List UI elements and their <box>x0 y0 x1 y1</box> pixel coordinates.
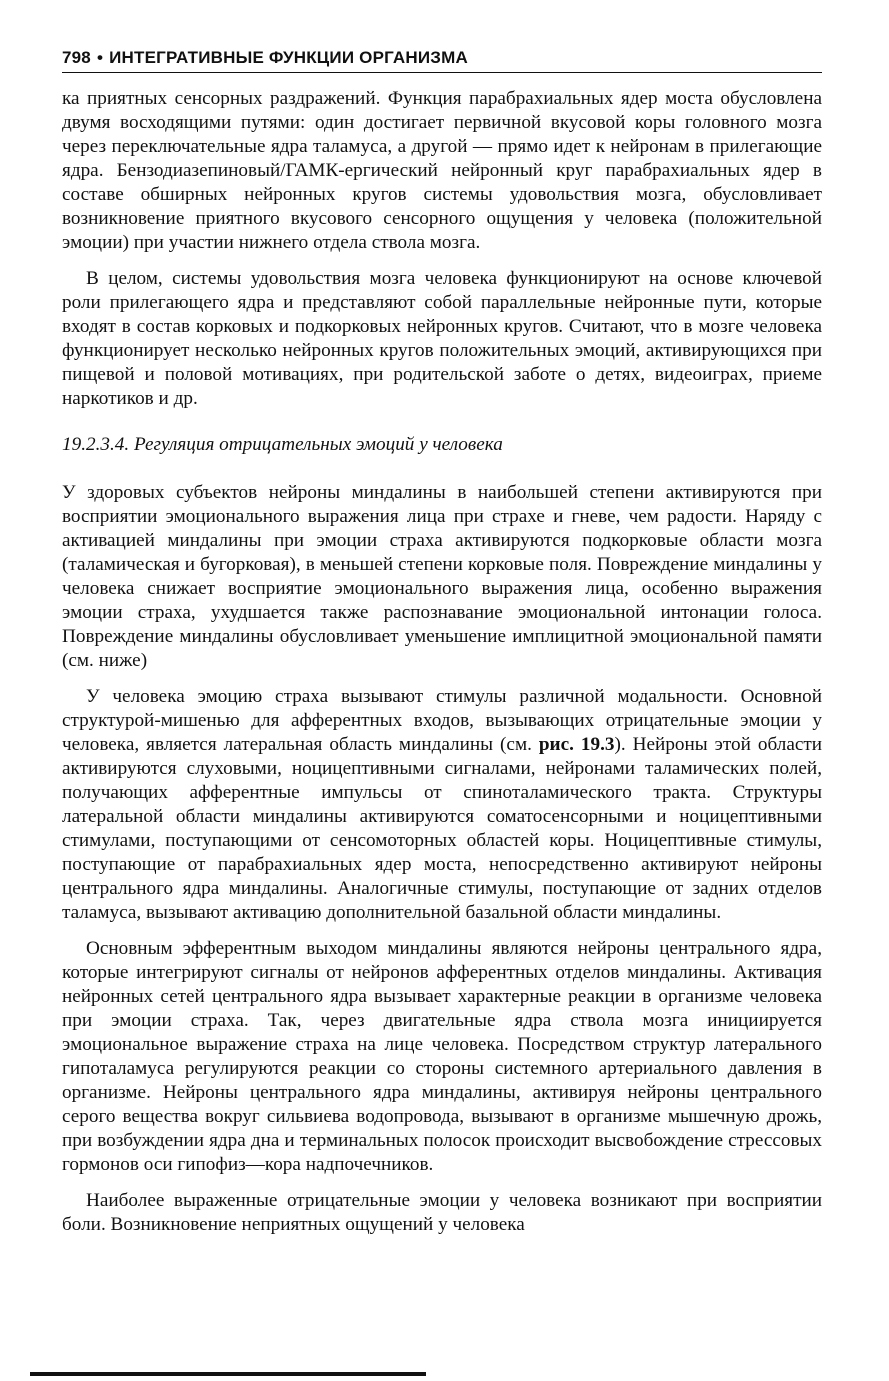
running-head <box>62 46 822 73</box>
footer-rule <box>30 1372 426 1376</box>
paragraph-4-text-end: ). Нейроны этой области активируются слуховыми, ноцицептивными сигналами, нейронами таламических полей, получающих афферентные импульсы от спиноталамического тракта. Структуры латеральной области миндалины активируются соматосенсорными и ноцицептивными стимулами, поступающими от сенсомоторных областей коры. Ноцицептивные стимулы, поступающие от парабрахиальных ядер моста, непосредственно активируют нейроны центрального ядра миндалины. Аналогичные стимулы, поступающие от задних отделов таламуса, вызывают активацию дополнительной базальной области миндалины. <box>62 734 823 923</box>
paragraph-4 <box>62 685 822 925</box>
paragraph-5: Основным эфферентным выходом миндалины являются нейроны центрального ядра, которые интегрируют сигналы от нейронов афферентных отделов миндалины. Активация нейронных сетей центрального ядра вызывает характерные реакции в организме человека при эмоции страха. Так, через двигательные ядра ствола мозга инициируется эмоциональное выражение страха на лице человека. Посредством структур латерального гипоталамуса регулируются реакции со стороны системного артериального давления в организме. Нейроны центрального ядра миндалины, активируя нейроны центрального серого вещества вокруг сильвиева водопровода, вызывают в организме мышечную дрожь, при возбуждении ядра дна и терминальных полосок происходит высвобождение стрессовых гормонов оси гипофиз—кора надпочечников. <box>62 938 822 1175</box>
paragraph-4-text-start: У человека эмоцию страха вызывают стимулы различной модальности. Основной структурой-мишенью для афферентных входов, вызывающих отрицательные эмоции у человека, является латеральная область миндалины (см. <box>62 686 822 755</box>
figure-reference: рис. 19.3 <box>538 734 615 755</box>
paragraph-6: Наиболее выраженные отрицательные эмоции у человека возникают при восприятии боли. Возникновение неприятных ощущений у человека <box>62 1190 822 1235</box>
paragraph-3: У здоровых субъектов нейроны миндалины в наибольшей степени активируются при восприятии эмоционального выражения лица при страхе и гневе, чем радости. Наряду с активацией миндалины при эмоции страха активируются подкорковые области мозга (таламическая и бугорковая), в меньшей степени корковые поля. Повреждение миндалины у человека снижает восприятие эмоционального выражения лица, особенно выражения эмоции страха, ухудшается также распознавание эмоциональной интонации голоса. Повреждение миндалины обусловливает уменьшение имплицитной эмоциональной памяти (см. ниже) <box>62 482 822 671</box>
header-separator: • <box>96 48 104 67</box>
paragraph-1: ка приятных сенсорных раздражений. Функция парабрахиальных ядер моста обусловлена двумя восходящими путями: один достигает первичной вкусовой коры головного мозга через переключательные ядра таламуса, а другой — прямо идет к нейронам в прилегающие ядра. Бензодиазепиновый/ГАМК-ергический нейронный круг парабрахиальных ядер в составе обширных нейронных кругов системы удовольствия мозга, обусловливает возникновение приятного вкусового сенсорного ощущения у человека (положительной эмоции) при участии нижнего отдела ствола мозга. <box>62 88 822 253</box>
body-text <box>62 87 822 1237</box>
page-number: 798 <box>62 48 91 67</box>
chapter-title: ИНТЕГРАТИВНЫЕ ФУНКЦИИ ОРГАНИЗМА <box>109 48 468 67</box>
paragraph-2: В целом, системы удовольствия мозга человека функционируют на основе ключевой роли прилегающего ядра и представляют собой параллельные нейронные пути, которые входят в состав корковых и подкорковых нейронных кругов. Считают, что в мозге человека функционирует несколько нейронных кругов положительных эмоций, активирующихся при пищевой и половой мотивациях, при родительской заботе о детях, видеоиграх, приеме наркотиков и др. <box>62 268 822 409</box>
section-subheading: 19.2.3.4. Регуляция отрицательных эмоций у человека <box>62 434 503 455</box>
book-page <box>62 46 822 1249</box>
